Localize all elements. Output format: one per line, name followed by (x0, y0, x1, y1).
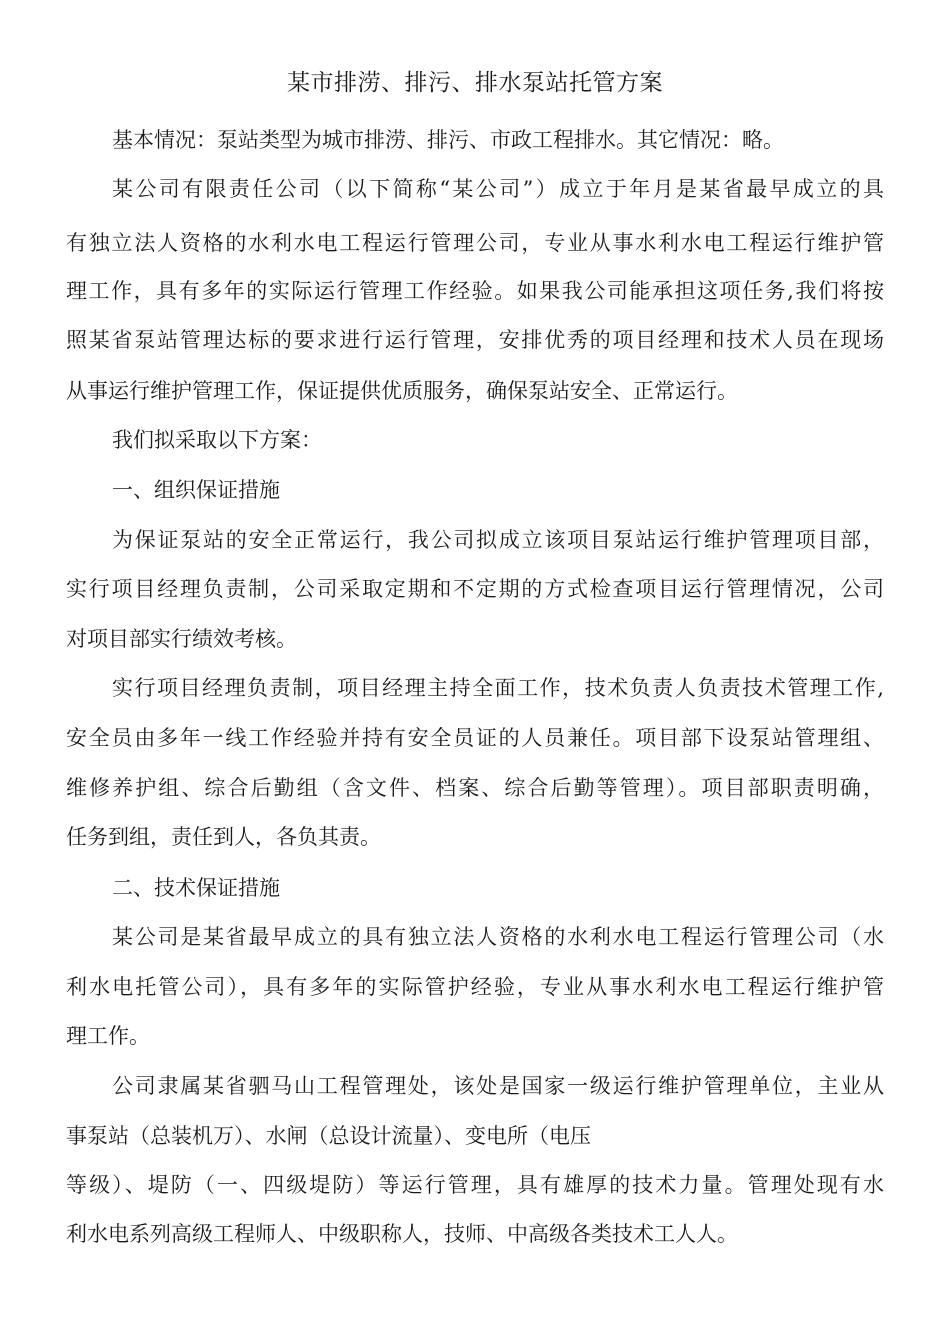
paragraph-line: 某公司是某省最早成立的具有独立法人资格的水利水电工程运行管理公司（水 (112, 925, 884, 949)
paragraph-line: 为保证泵站的安全正常运行，我公司拟成立该项目泵站运行维护管理项目部， (112, 528, 884, 552)
page-title: 某市排涝、排污、排水泵站托管方案 (287, 70, 663, 96)
paragraph-line: 理工作，具有多年的实际运行管理工作经验。如果我公司能承担这项任务,我们将按 (66, 279, 884, 303)
paragraph-line: 某公司有限责任公司（以下简称“某公司”）成立于年月是某省最早成立的具 (112, 177, 884, 201)
paragraph-basic-info: 基本情况：泵站类型为城市排涝、排污、市政工程排水。其它情况：略。 (112, 128, 784, 152)
paragraph-line: 事泵站（总装机万）、水闸（总设计流量）、变电所（电压 (66, 1124, 591, 1148)
paragraph-line: 照某省泵站管理达标的要求进行运行管理，安排优秀的项目经理和技术人员在现场 (66, 328, 884, 352)
paragraph-line: 有独立法人资格的水利水电工程运行管理公司，专业从事水利水电工程运行维护管 (66, 231, 884, 255)
paragraph-line: 实行项目经理负责制，公司采取定期和不定期的方式检查项目运行管理情况，公司 (66, 577, 884, 601)
section-heading-technical: 二、技术保证措施 (112, 876, 280, 900)
paragraph-line: 实行项目经理负责制，项目经理主持全面工作，技术负责人负责技术管理工作, (112, 676, 884, 700)
paragraph-line: 公司隶属某省驷马山工程管理处，该处是国家一级运行维护管理单位，主业从 (112, 1074, 884, 1098)
paragraph-line: 维修养护组、综合后勤组（含文件、档案、综合后勤等管理）。项目部职责明确， (66, 776, 884, 800)
paragraph-line: 从事运行维护管理工作，保证提供优质服务，确保泵站安全、正常运行。 (66, 379, 738, 403)
paragraph-line: 对项目部实行绩效考核。 (66, 627, 297, 651)
paragraph-line: 等级）、堤防（一、四级堤防）等运行管理，具有雄厚的技术力量。管理处现有水 (66, 1173, 884, 1197)
paragraph-line: 任务到组，责任到人，各负其责。 (66, 825, 381, 849)
paragraph-line: 利水电系列高级工程师人、中级职称人，技师、中高级各类技术工人人。 (66, 1222, 738, 1246)
paragraph-line: 安全员由多年一线工作经验并持有安全员证的人员兼任。项目部下设泵站管理组、 (66, 726, 884, 750)
section-heading-organization: 一、组织保证措施 (112, 478, 280, 502)
plan-intro: 我们拟采取以下方案： (112, 428, 322, 452)
paragraph-line: 理工作。 (66, 1024, 150, 1048)
paragraph-line: 利水电托管公司），具有多年的实际管护经验，专业从事水利水电工程运行维护管 (66, 975, 884, 999)
